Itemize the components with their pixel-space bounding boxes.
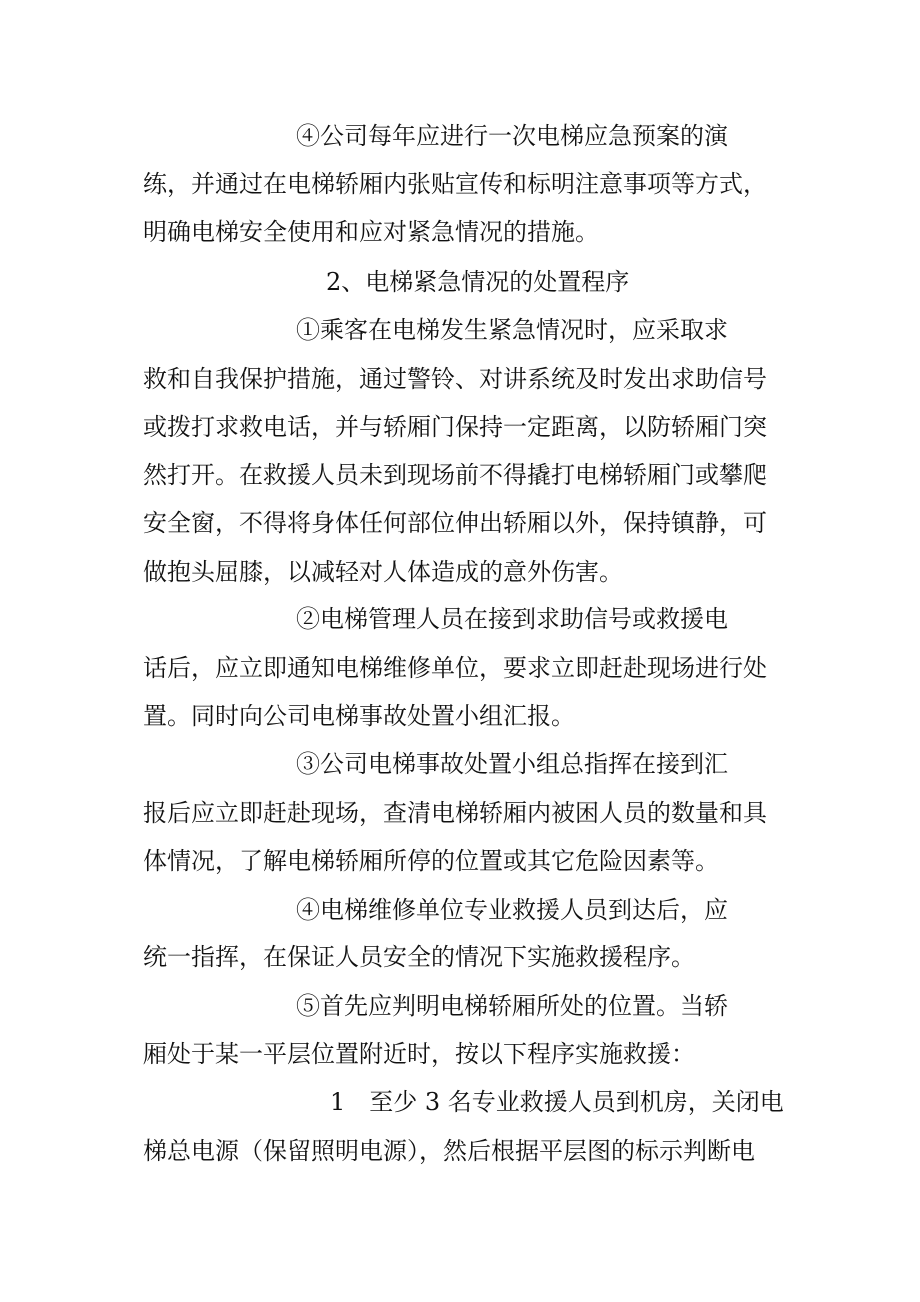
- text-line: [0, 837, 920, 885]
- text-line: [0, 451, 920, 499]
- paragraph-text: 练，并通过在电梯轿厢内张贴宣传和标明注意事项等方式，: [143, 170, 767, 198]
- paragraph-text: 安全窗，不得将身体任何部位伸出轿厢以外，保持镇静，可: [143, 509, 767, 537]
- section-heading: [0, 258, 920, 306]
- section-heading-text: 2、电梯紧急情况的处置程序: [326, 268, 630, 296]
- text-line: [0, 982, 920, 1030]
- text-line: [0, 740, 920, 788]
- paragraph-text: 统一指挥，在保证人员安全的情况下实施救援程序。: [143, 943, 695, 971]
- paragraph-text: ②电梯管理人员在接到求助信号或救援电: [296, 605, 728, 633]
- paragraph-text: 体情况，了解电梯轿厢所停的位置或其它危险因素等。: [143, 847, 719, 875]
- paragraph-text: 置。同时向公司电梯事故处置小组汇报。: [143, 702, 575, 730]
- paragraph-text: 做抱头屈膝，以减轻对人体造成的意外伤害。: [143, 558, 623, 586]
- paragraph-text: ④电梯维修单位专业救援人员到达后，应: [296, 896, 728, 924]
- text-line: [0, 306, 920, 354]
- text-line: [0, 160, 920, 208]
- text-line: [0, 595, 920, 643]
- paragraph-text: 救和自我保护措施，通过警铃、对讲系统及时发出求助信号: [143, 365, 767, 393]
- text-line: [0, 1127, 920, 1175]
- paragraph-text: 明确电梯安全使用和应对紧急情况的措施。: [143, 218, 599, 246]
- paragraph-text: ④公司每年应进行一次电梯应急预案的演: [296, 122, 728, 150]
- text-line: [0, 789, 920, 837]
- text-line: [0, 692, 920, 740]
- paragraph-text: ①乘客在电梯发生紧急情况时，应采取求: [296, 316, 728, 344]
- paragraph-text: 1 至少 3 名专业救援人员到机房，关闭电: [330, 1088, 784, 1116]
- text-line: [0, 1078, 920, 1126]
- text-line: [0, 112, 920, 160]
- text-line: [0, 886, 920, 934]
- text-line: [0, 1030, 920, 1078]
- text-line: [0, 355, 920, 403]
- text-line: [0, 403, 920, 451]
- text-line: [0, 933, 920, 981]
- text-line: [0, 208, 920, 256]
- paragraph-text: ③公司电梯事故处置小组总指挥在接到汇: [296, 750, 728, 778]
- paragraph-text: 话后，应立即通知电梯维修单位，要求立即赶赴现场进行处: [143, 654, 767, 682]
- text-line: [0, 644, 920, 692]
- paragraph-text: 梯总电源（保留照明电源），然后根据平层图的标示判断电: [143, 1137, 755, 1165]
- paragraph-text: 报后应立即赶赴现场，查清电梯轿厢内被困人员的数量和具: [143, 799, 767, 827]
- paragraph-text: 厢处于某一平层位置附近时，按以下程序实施救援：: [143, 1040, 695, 1068]
- text-line: [0, 499, 920, 547]
- text-line: [0, 548, 920, 596]
- paragraph-text: 或拨打求救电话，并与轿厢门保持一定距离，以防轿厢门突: [143, 413, 767, 441]
- paragraph-text: 然打开。在救援人员未到现场前不得撬打电梯轿厢门或攀爬: [143, 461, 767, 489]
- paragraph-text: ⑤首先应判明电梯轿厢所处的位置。当轿: [296, 992, 728, 1020]
